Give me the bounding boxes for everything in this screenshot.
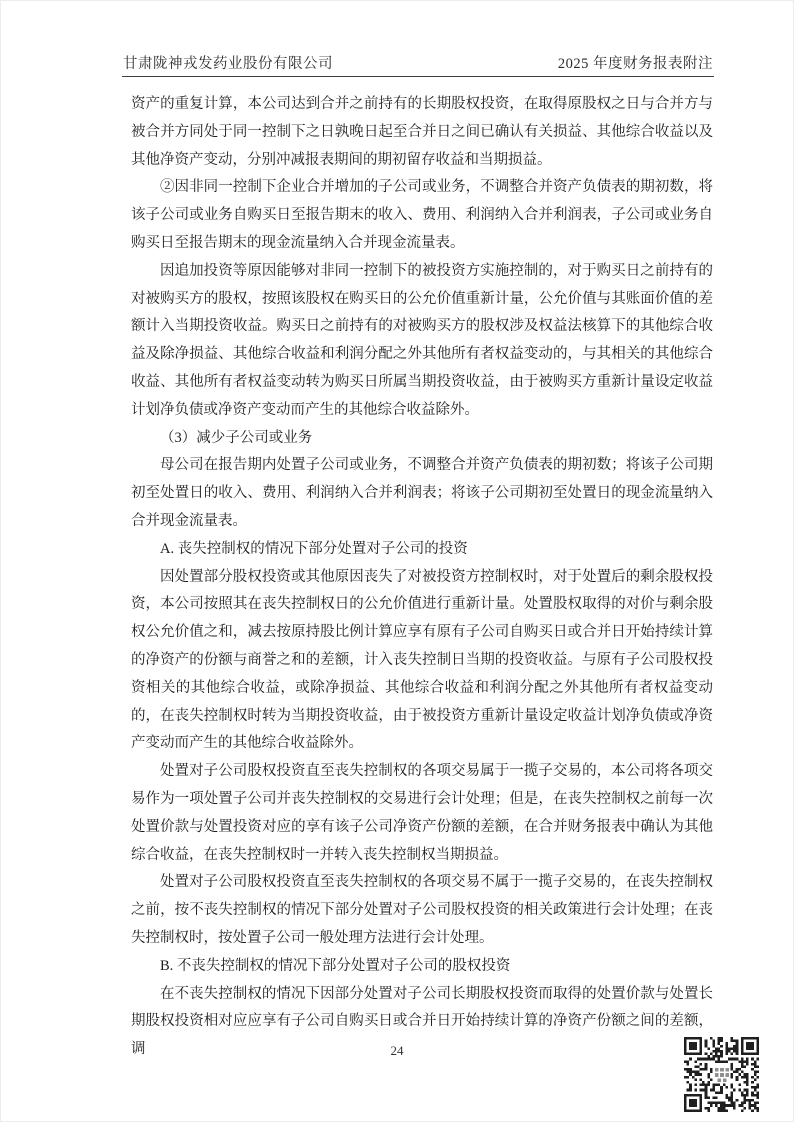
qr-code <box>684 1037 759 1112</box>
header-divider <box>122 76 714 77</box>
page-number: 24 <box>390 1043 404 1058</box>
document-body <box>131 91 713 1064</box>
body-paragraph: （3）减少子公司或业务 <box>160 429 313 446</box>
body-paragraph: B. 不丧失控制权的情况下部分处置对子公司的股权投资 <box>160 957 511 974</box>
body-paragraph: 资产的重复计算，本公司达到合并之前持有的长期股权投资，在取得原股权之日与合并方与被合并方同处于同一控制下之日孰晚日起至合并日之间已确认有关损益、其他综合收益以及其他净资产变动，分别冲减报表期间的期初留存收益和当期损益。 <box>131 96 713 168</box>
header-company-name: 甘肃陇神戎发药业股份有限公司 <box>123 56 333 72</box>
body-paragraph: 因处置部分股权投资或其他原因丧失了对被投资方控制权时，对于处置后的剩余股权投资，本公司按照其在丧失控制权日的公允价值进行重新计量。处置股权取得的对价与剩余股权公允价值之和，减去按原持股比例计算应享有原有子公司自购买日或合并日开始持续计算的净资产的份额与商誉之和的差额，计入丧失控制日当期的投资收益。与原有子公司股权投资相关的其他综合收益，或除净损益、其他综合收益和利润分配之外其他所有者权益变动的，在丧失控制权时转为当期投资收益，由于被投资方重新计量设定收益计划净负债或净资产变动而产生的其他综合收益除外。 <box>131 568 713 752</box>
body-paragraph: 母公司在报告期内处置子公司或业务，不调整合并资产负债表的期初数；将该子公司期初至处置日的收入、费用、利润纳入合并利润表；将该子公司期初至处置日的现金流量纳入合并现金流量表。 <box>131 457 713 529</box>
body-paragraph: ②因非同一控制下企业合并增加的子公司或业务，不调整合并资产负债表的期初数，将该子公司或业务自购买日至报告期末的收入、费用、利润纳入合并利润表，子公司或业务自购买日至报告期末的现金流量纳入合并现金流量表。 <box>131 179 713 251</box>
qr-code-image <box>684 1037 759 1112</box>
header-doc-title: 2025 年度财务报表附注 <box>557 56 713 72</box>
body-paragraph: A. 丧失控制权的情况下部分处置对子公司的投资 <box>160 540 468 557</box>
body-paragraph: 因追加投资等原因能够对非同一控制下的被投资方实施控制的，对于购买日之前持有的对被购买方的股权，按照该股权在购买日的公允价值重新计量，公允价值与其账面价值的差额计入当期投资收益。购买日之前持有的对被购买方的股权涉及权益法核算下的其他综合收益及除净损益、其他综合收益和利润分配之外其他所有者权益变动的，与其相关的其他综合收益、其他所有者权益变动转为购买日所属当期投资收益，由于被购买方重新计量设定收益计划净负债或净资产变动而产生的其他综合收益除外。 <box>131 262 713 418</box>
page-header <box>123 51 713 73</box>
body-paragraph: 在不丧失控制权的情况下因部分处置对子公司长期股权投资而取得的处置价款与处置长期股权投资相对应应享有子公司自购买日或合并日开始持续计算的净资产份额之间的差额，调 <box>131 985 713 1058</box>
body-paragraph: 处置对子公司股权投资直至丧失控制权的各项交易不属于一揽子交易的，在丧失控制权之前，按不丧失控制权的情况下部分处置对子公司股权投资的相关政策进行会计处理；在丧失控制权时，按处置子公司一般处理方法进行会计处理。 <box>131 874 713 946</box>
body-paragraph: 处置对子公司股权投资直至丧失控制权的各项交易属于一揽子交易的，本公司将各项交易作为一项处置子公司并丧失控制权的交易进行会计处理；但是，在丧失控制权之前每一次处置价款与处置投资对应的享有该子公司净资产份额的差额，在合并财务报表中确认为其他综合收益，在丧失控制权时一并转入丧失控制权当期损益。 <box>131 763 713 863</box>
